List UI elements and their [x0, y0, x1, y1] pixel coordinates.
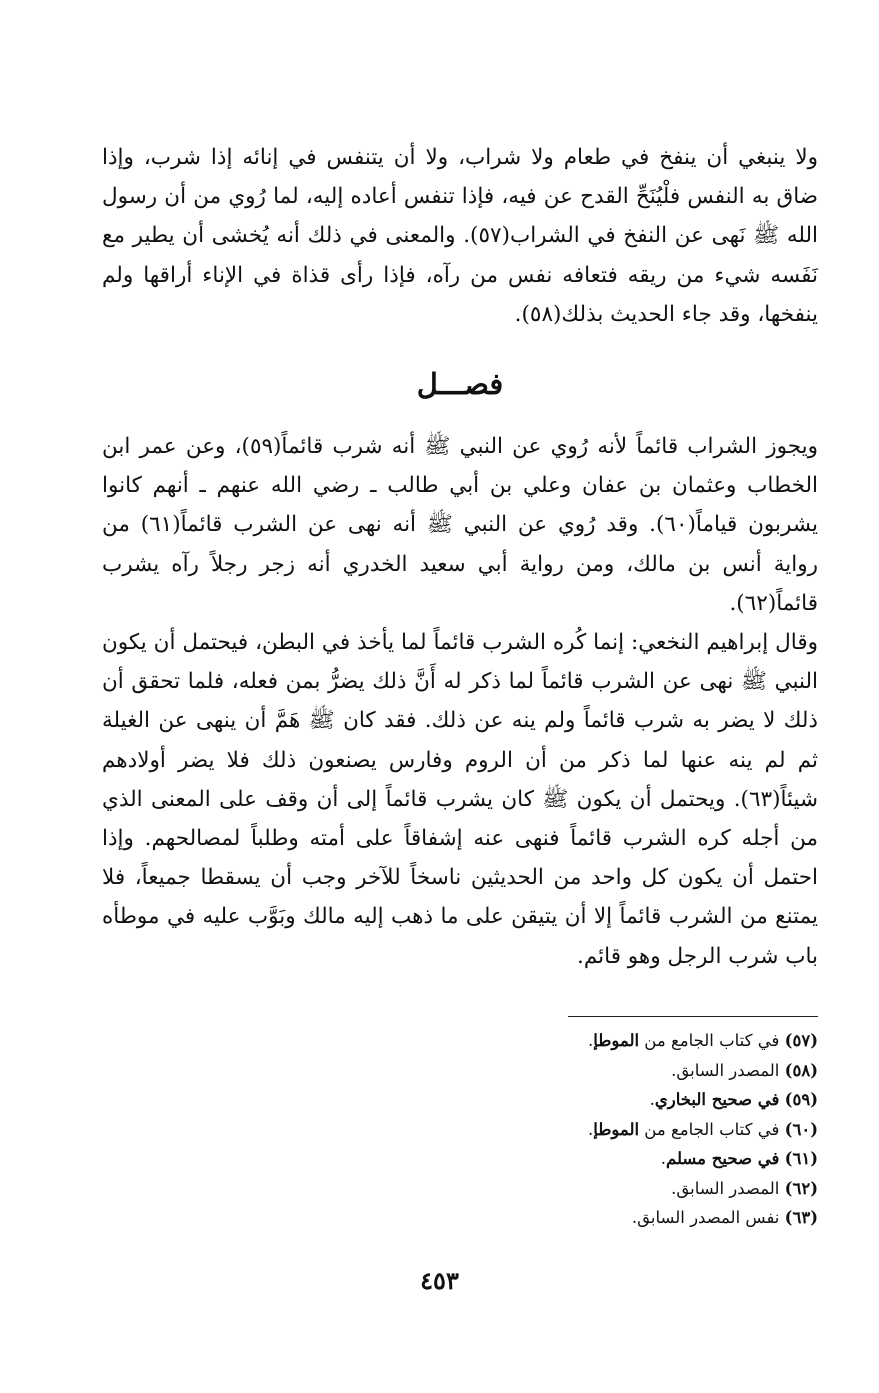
footnote-text: المصدر السابق.: [671, 1178, 780, 1198]
footnote-item: [102, 1085, 818, 1115]
section-title: فصـــل: [416, 367, 504, 401]
footnote-source: الموطإ: [593, 1031, 640, 1050]
footnote-number: (٦٢): [784, 1178, 818, 1198]
footnote-end: .: [649, 1090, 655, 1109]
footnote-text: المصدر السابق.: [671, 1060, 780, 1080]
footnote-text: في كتاب الجامع من: [639, 1119, 780, 1139]
footnote-text: نفس المصدر السابق.: [631, 1208, 780, 1227]
footnote-item: [102, 1203, 818, 1233]
footnote-item: [102, 1144, 818, 1174]
footnote-item: [102, 1056, 818, 1086]
footnote-number: (٥٧): [784, 1031, 818, 1050]
section-paragraph-block: [102, 427, 818, 976]
footnote-divider: [568, 1016, 818, 1017]
footnote-number: (٥٩): [784, 1090, 818, 1109]
paragraph: ولا ينبغي أن ينفخ في طعام ولا شراب، ولا أن يتنفس في إنائه إذا شرب، وإذا ضاق به النفس فلْيُنَحِّ القدح عن فيه، فإذا تنفس أعاده إليه، لما رُوي من أن رسول الله ﷺ نَهى عن النفخ في الشراب(٥٧). والمعنى في ذلك أنه يُخشى أن يطير مع نَفَسه شيء من ريقه فتعافه نفس من رآه، فإذا رأى قذاة في الإناء أراقها ولم ينفخها، وقد جاء الحديث بذلك(٥٨).: [102, 145, 818, 327]
footnote-text: في كتاب الجامع من: [639, 1031, 780, 1050]
footnotes-list: [102, 1026, 818, 1233]
footnote-number: (٦٣): [784, 1208, 818, 1227]
footnote-number: (٥٨): [784, 1060, 818, 1080]
footnote-source: في صحيح البخاري: [654, 1090, 780, 1109]
footnote-item: [102, 1026, 818, 1056]
paragraph: ويجوز الشراب قائماً لأنه رُوي عن النبي ﷺ أنه شرب قائماً(٥٩)، وعن عمر ابن الخطاب وعثمان بن عفان وعلي بن أبي طالب ـ رضي الله عنهم ـ أنهم كانوا يشربون قياماً(٦٠). وقد رُوي عن النبي ﷺ أنه نهى عن الشرب قائماً(٦١) من رواية أنس بن مالك، ومن رواية أبي سعيد الخدري أنه زجر رجلاً رآه يشرب قائماً(٦٢).: [102, 434, 819, 616]
footnote-source: الموطإ: [593, 1119, 640, 1139]
footnote-item: [102, 1115, 818, 1145]
opening-paragraph-block: [102, 138, 818, 334]
footnote-item: [102, 1174, 818, 1204]
footnote-end: .: [587, 1031, 594, 1050]
footnote-end: .: [660, 1149, 666, 1168]
footnote-end: .: [587, 1119, 594, 1139]
footnote-number: (٦٠): [784, 1119, 818, 1139]
footnote-number: (٦١): [784, 1149, 818, 1168]
footnote-source: في صحيح مسلم: [665, 1149, 780, 1168]
paragraph: وقال إبراهيم النخعي: إنما كُره الشرب قائماً لما يأخذ في البطن، فيحتمل أن يكون النبي ﷺ نهى عن الشرب قائماً لما ذكر له أَنَّ ذلك يضرُّ بمن فعله، فلما تحقق أن ذلك لا يضر به شرب قائماً ولم ينه عن ذلك. فقد كان ﷺ هَمَّ أن ينهى عن الغيلة ثم لم ينه عنها لما ذكر من أن الروم وفارس يصنعون ذلك فلا يضر أولادهم شيئاً(٦٣). ويحتمل أن يكون ﷺ كان يشرب قائماً إلى أن وقف على المعنى الذي من أجله كره الشرب قائماً فنهى عنه إشفاقاً على أمته وطلباً لمصالحهم. وإذا احتمل أن يكون كل واحد من الحديثين ناسخاً للآخر وجب أن يسقطا جميعاً، فلا يمتنع من الشرب قائماً إلا أن يتيقن على ما ذهب إليه مالك وبَوَّب عليه في موطأه باب شرب الرجل وهو قائم.: [102, 630, 818, 969]
page-number: ٤٥٣: [420, 1266, 459, 1295]
